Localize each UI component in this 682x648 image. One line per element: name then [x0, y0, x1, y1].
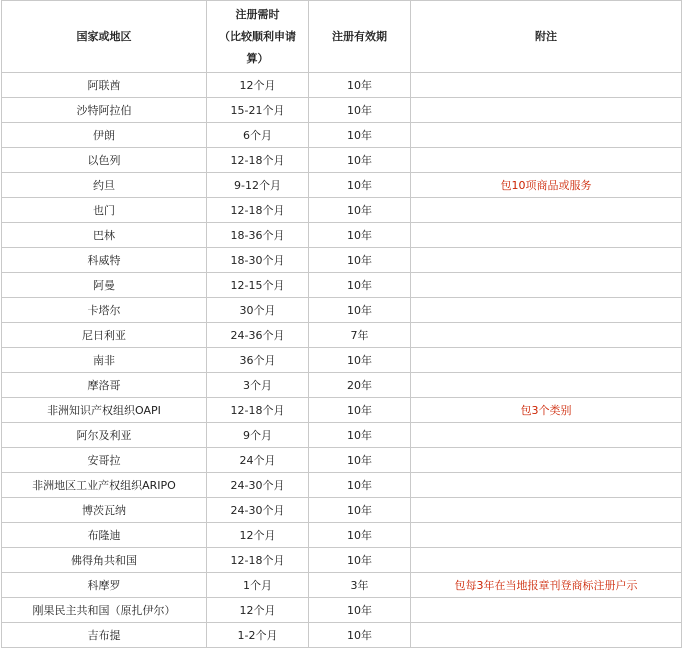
cell-validity: 3年: [309, 573, 411, 598]
cell-country: 非洲知识产权组织OAPI: [2, 398, 207, 423]
cell-validity: 10年: [309, 173, 411, 198]
cell-duration: 24-36个月: [207, 323, 309, 348]
cell-country: 也门: [2, 198, 207, 223]
cell-duration: 36个月: [207, 348, 309, 373]
table-row: [2, 523, 682, 548]
cell-country: 阿联酋: [2, 73, 207, 98]
header-country: 国家或地区: [2, 1, 207, 73]
cell-country: 伊朗: [2, 123, 207, 148]
cell-duration: 9个月: [207, 423, 309, 448]
cell-validity: 10年: [309, 523, 411, 548]
header-duration: [207, 1, 309, 73]
table-row: [2, 223, 682, 248]
cell-validity: 10年: [309, 398, 411, 423]
cell-country: 约旦: [2, 173, 207, 198]
header-duration-line2: （比较顺利申请: [219, 29, 296, 43]
cell-validity: 7年: [309, 323, 411, 348]
cell-note: [411, 323, 682, 348]
cell-note: [411, 98, 682, 123]
table-row: [2, 98, 682, 123]
table-row: [2, 323, 682, 348]
cell-country: 安哥拉: [2, 448, 207, 473]
cell-duration: 12个月: [207, 73, 309, 98]
cell-duration: 12-18个月: [207, 148, 309, 173]
cell-note: [411, 298, 682, 323]
cell-country: 科摩罗: [2, 573, 207, 598]
cell-validity: 10年: [309, 273, 411, 298]
cell-validity: 10年: [309, 298, 411, 323]
cell-duration: 30个月: [207, 298, 309, 323]
cell-country: 科威特: [2, 248, 207, 273]
cell-country: 卡塔尔: [2, 298, 207, 323]
table-row: [2, 123, 682, 148]
cell-duration: 15-21个月: [207, 98, 309, 123]
table-row: [2, 448, 682, 473]
cell-country: 吉布提: [2, 623, 207, 648]
cell-country: 布隆迪: [2, 523, 207, 548]
table-row: [2, 573, 682, 598]
cell-duration: 12-18个月: [207, 198, 309, 223]
table-row: [2, 148, 682, 173]
cell-validity: 10年: [309, 73, 411, 98]
cell-country: 佛得角共和国: [2, 548, 207, 573]
cell-note: [411, 273, 682, 298]
table-row: [2, 298, 682, 323]
cell-country: 博茨瓦纳: [2, 498, 207, 523]
cell-duration: 3个月: [207, 373, 309, 398]
cell-note: [411, 148, 682, 173]
table-body: [2, 73, 682, 648]
table-row: [2, 373, 682, 398]
cell-country: 以色列: [2, 148, 207, 173]
cell-note: [411, 623, 682, 648]
cell-duration: 18-30个月: [207, 248, 309, 273]
cell-country: 沙特阿拉伯: [2, 98, 207, 123]
cell-country: 刚果民主共和国（原扎伊尔）: [2, 598, 207, 623]
cell-note: [411, 423, 682, 448]
cell-duration: 12个月: [207, 523, 309, 548]
table-row: [2, 498, 682, 523]
cell-note: [411, 73, 682, 98]
cell-validity: 10年: [309, 623, 411, 648]
trademark-registration-table: [1, 0, 682, 648]
table-row: [2, 398, 682, 423]
cell-duration: 1个月: [207, 573, 309, 598]
cell-note: 包10项商品或服务: [411, 173, 682, 198]
cell-duration: 12-15个月: [207, 273, 309, 298]
table-header-row: [2, 1, 682, 73]
table-row: [2, 248, 682, 273]
header-duration-line3: 算）: [246, 51, 269, 65]
cell-note: 包3个类别: [411, 398, 682, 423]
cell-note: [411, 448, 682, 473]
cell-duration: 12-18个月: [207, 548, 309, 573]
cell-validity: 10年: [309, 348, 411, 373]
cell-note: [411, 523, 682, 548]
table-row: [2, 173, 682, 198]
cell-duration: 9-12个月: [207, 173, 309, 198]
cell-duration: 12-18个月: [207, 398, 309, 423]
table-row: [2, 73, 682, 98]
header-duration-line1: 注册需时: [235, 7, 280, 21]
cell-duration: 24个月: [207, 448, 309, 473]
header-validity: 注册有效期: [309, 1, 411, 73]
cell-duration: 1-2个月: [207, 623, 309, 648]
cell-duration: 6个月: [207, 123, 309, 148]
cell-note: [411, 498, 682, 523]
cell-validity: 10年: [309, 223, 411, 248]
cell-validity: 10年: [309, 448, 411, 473]
table-row: [2, 348, 682, 373]
cell-note: [411, 548, 682, 573]
table-row: [2, 273, 682, 298]
cell-validity: 10年: [309, 598, 411, 623]
header-notes: 附注: [411, 1, 682, 73]
cell-country: 南非: [2, 348, 207, 373]
table-row: [2, 623, 682, 648]
cell-country: 巴林: [2, 223, 207, 248]
cell-country: 阿曼: [2, 273, 207, 298]
cell-validity: 10年: [309, 98, 411, 123]
cell-country: 非洲地区工业产权组织ARIPO: [2, 473, 207, 498]
table-row: [2, 473, 682, 498]
cell-note: [411, 473, 682, 498]
cell-validity: 10年: [309, 473, 411, 498]
cell-note: [411, 223, 682, 248]
cell-duration: 24-30个月: [207, 498, 309, 523]
cell-note: [411, 598, 682, 623]
cell-validity: 10年: [309, 248, 411, 273]
cell-note: 包每3年在当地报章刊登商标注册户示: [411, 573, 682, 598]
cell-note: [411, 123, 682, 148]
cell-validity: 20年: [309, 373, 411, 398]
cell-duration: 18-36个月: [207, 223, 309, 248]
cell-validity: 10年: [309, 548, 411, 573]
cell-country: 阿尔及利亚: [2, 423, 207, 448]
cell-note: [411, 348, 682, 373]
table-row: [2, 423, 682, 448]
cell-duration: 24-30个月: [207, 473, 309, 498]
cell-note: [411, 248, 682, 273]
cell-country: 尼日利亚: [2, 323, 207, 348]
cell-validity: 10年: [309, 123, 411, 148]
cell-note: [411, 198, 682, 223]
table-row: [2, 198, 682, 223]
cell-validity: 10年: [309, 498, 411, 523]
table-row: [2, 548, 682, 573]
cell-duration: 12个月: [207, 598, 309, 623]
cell-country: 摩洛哥: [2, 373, 207, 398]
cell-validity: 10年: [309, 198, 411, 223]
cell-validity: 10年: [309, 148, 411, 173]
cell-note: [411, 373, 682, 398]
table-row: [2, 598, 682, 623]
cell-validity: 10年: [309, 423, 411, 448]
